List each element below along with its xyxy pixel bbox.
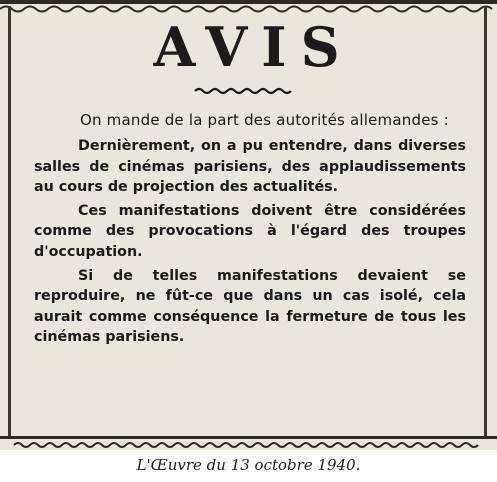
top-ornamental-border (0, 0, 497, 14)
notice-paragraph: Dernièrement, on a pu entendre, dans diverses salles de cinémas parisiens, des applaudissements au cours de projection des actualités. (34, 138, 466, 195)
headline-ornament (193, 86, 293, 96)
notice-headline: AVIS (153, 15, 354, 79)
notice-paragraph: Ces manifestations doivent être considérées comme des provocations à l'égard des troupes d'occupation. (34, 203, 466, 260)
source-caption: L'Œuvre du 13 octobre 1940. (136, 456, 361, 474)
notice-intro: On mande de la part des autorités allemandes : (80, 111, 449, 129)
notice-paragraph: Si de telles manifestations devaient se reproduire, ne fût-ce que dans un cas isolé, cela aurait comme conséquence la fermeture de tous les cinémas parisiens. (34, 268, 466, 345)
bottom-ornamental-border (0, 430, 497, 450)
notice-body (34, 110, 466, 351)
